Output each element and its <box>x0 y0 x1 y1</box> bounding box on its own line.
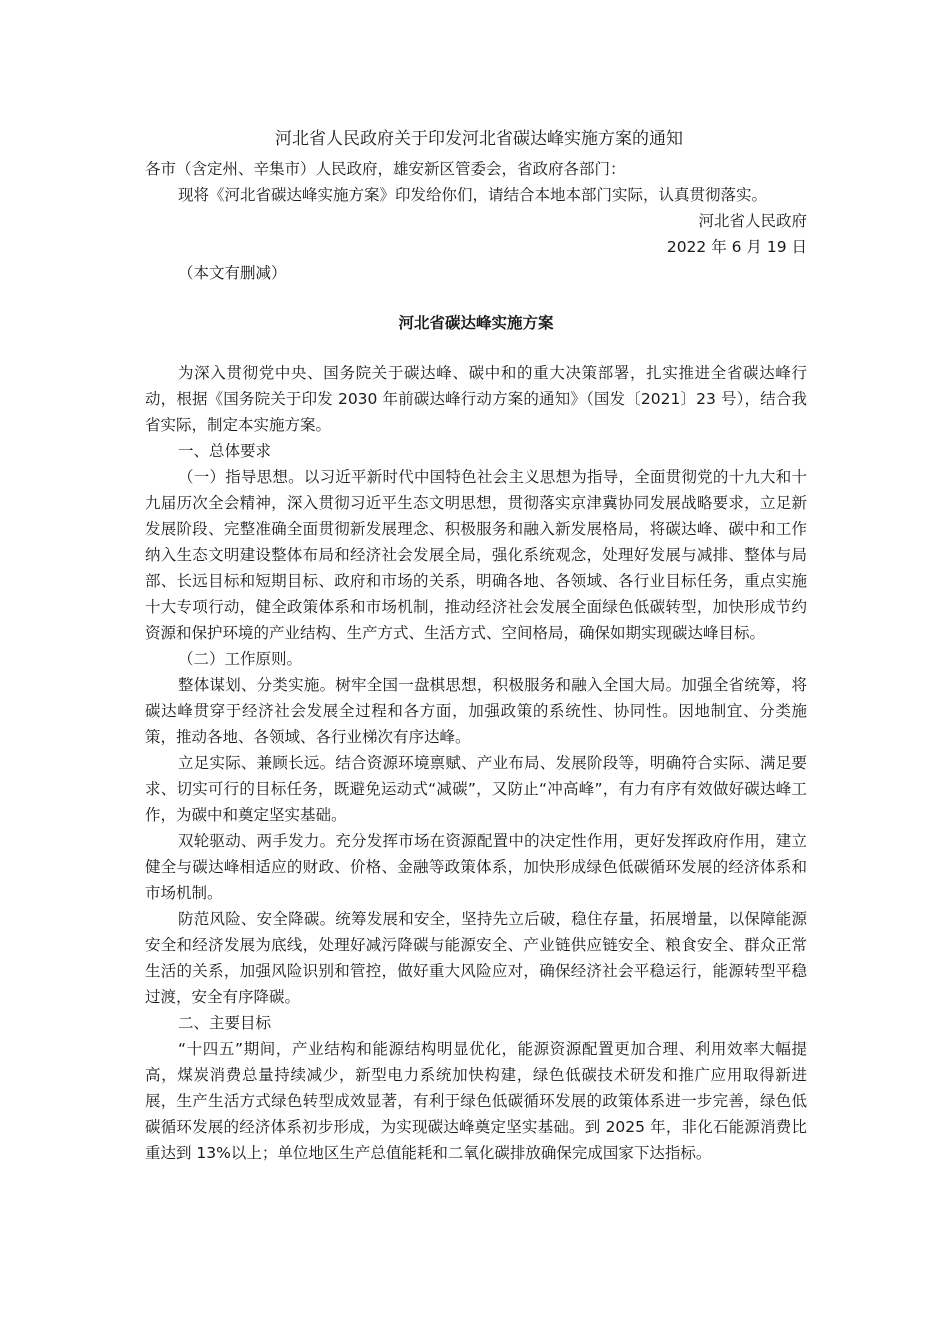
principle-practical: 立足实际、兼顾长远。结合资源环境禀赋、产业布局、发展阶段等，明确符合实际、满足要求、切实可行的目标任务，既避免运动式“减碳”，又防止“冲高峰”，有力有序有效做好碳达峰工作，为碳中和奠定坚实基础。 <box>145 754 807 824</box>
main-goals: “十四五”期间，产业结构和能源结构明显优化，能源资源配置更加合理、利用效率大幅提高，煤炭消费总量持续减少，新型电力系统加快构建，绿色低碳技术研发和推广应用取得新进展，生产生活方式绿色转型成效显著，有利于绿色低碳循环发展的政策体系进一步完善，绿色低碳循环发展的经济体系初步形成，为实现碳达峰奠定坚实基础。到 2025 年，非化石能源消费比重达到 13%以上；单位地区生产总值能耗和二氧化碳排放确保完成国家下达指标。 <box>145 1040 807 1162</box>
principle-overall-planning: 整体谋划、分类实施。树牢全国一盘棋思想，积极服务和融入全国大局。加强全省统筹，将碳达峰贯穿于经济社会发展全过程和各方面，加强政策的系统性、协同性。因地制宜、分类施策，推动各地、各领域、各行业梯次有序达峰。 <box>145 676 807 746</box>
principle-dual-drive: 双轮驱动、两手发力。充分发挥市场在资源配置中的决定性作用，更好发挥政府作用，建立健全与碳达峰相适应的财政、价格、金融等政策体系，加快形成绿色低碳循环发展的经济体系和市场机制。 <box>145 832 807 902</box>
section2-heading: 二、主要目标 <box>178 1014 272 1032</box>
section1-heading: 一、总体要求 <box>178 442 272 460</box>
plan-title: 河北省碳达峰实施方案 <box>398 314 554 332</box>
notice-date: 2022 年 6 月 19 日 <box>666 238 807 256</box>
notice-addressee: 各市（含定州、辛集市）人民政府，雄安新区管委会，省政府各部门： <box>145 160 626 178</box>
notice-abridged-note: （本文有删减） <box>178 264 287 282</box>
notice-issuer: 河北省人民政府 <box>698 212 807 230</box>
notice-body: 现将《河北省碳达峰实施方案》印发给你们，请结合本地本部门实际，认真贯彻落实。 <box>178 186 768 204</box>
principles-heading: （二）工作原则。 <box>178 650 303 668</box>
principle-risk-prevention: 防范风险、安全降碳。统筹发展和安全，坚持先立后破，稳住存量，拓展增量，以保障能源安全和经济发展为底线，处理好减污降碳与能源安全、产业链供应链安全、粮食安全、群众正常生活的关系，加强风险识别和管控，做好重大风险应对，确保经济社会平稳运行，能源转型平稳过渡，安全有序降碳。 <box>145 910 807 1006</box>
plan-intro: 为深入贯彻党中央、国务院关于碳达峰、碳中和的重大决策部署，扎实推进全省碳达峰行动，根据《国务院关于印发 2030 年前碳达峰行动方案的通知》（国发〔2021〕23 号），结合我省实际，制定本实施方案。 <box>145 364 807 434</box>
guiding-ideology: （一）指导思想。以习近平新时代中国特色社会主义思想为指导，全面贯彻党的十九大和十九届历次全会精神，深入贯彻习近平生态文明思想，贯彻落实京津冀协同发展战略要求，立足新发展阶段、完整准确全面贯彻新发展理念、积极服务和融入新发展格局，将碳达峰、碳中和工作纳入生态文明建设整体布局和经济社会发展全局，强化系统观念，处理好发展与减排、整体与局部、长远目标和短期目标、政府和市场的关系，明确各地、各领域、各行业目标任务，重点实施十大专项行动，健全政策体系和市场机制，推动经济社会发展全面绿色低碳转型，加快形成节约资源和保护环境的产业结构、生产方式、生活方式、空间格局，确保如期实现碳达峰目标。 <box>145 468 807 642</box>
notice-title: 河北省人民政府关于印发河北省碳达峰实施方案的通知 <box>275 129 683 149</box>
document-page <box>145 124 807 1166</box>
